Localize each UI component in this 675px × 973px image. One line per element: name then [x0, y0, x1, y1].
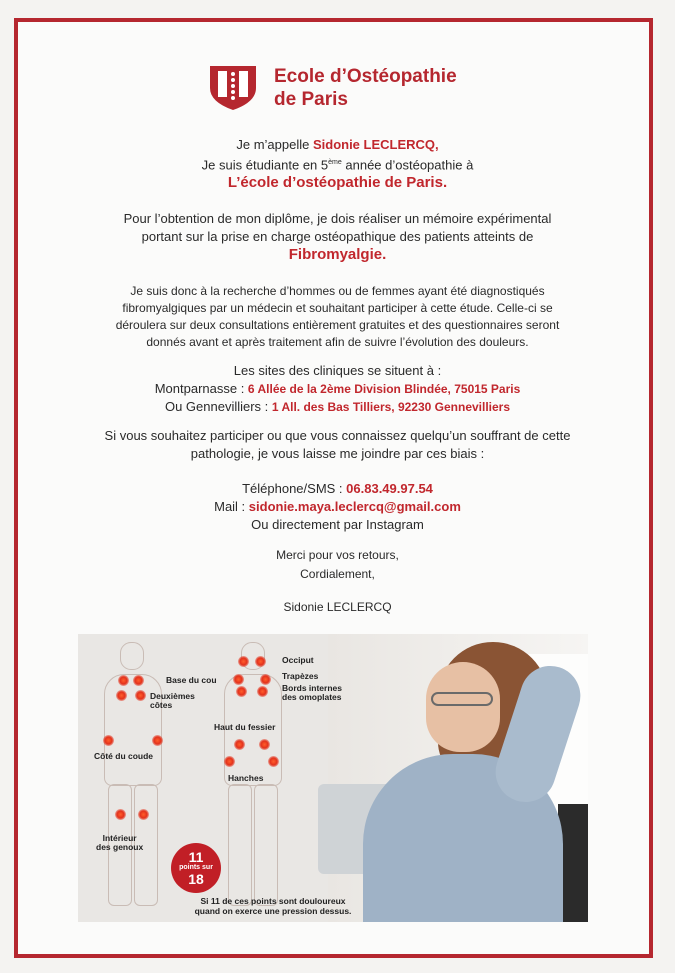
phone-row: [0, 480, 675, 498]
contact-intro-line: Si vous souhaitez participer ou que vous connaissez quelqu’un souffrant de cette: [104, 428, 571, 443]
tender-point: [234, 739, 245, 750]
site1-label: Montparnasse :: [154, 381, 248, 396]
figure-caption: Si 11 de ces points sont douloureux quand on exerce une pression dessus.: [194, 896, 352, 916]
study-topic: Fibromyalgie.: [288, 246, 387, 263]
tender-point: [135, 690, 146, 701]
tender-point: [260, 674, 271, 685]
logo-line-1: Ecole d’Ostéopathie: [274, 66, 457, 87]
mail-row: [0, 498, 675, 516]
label-cote-coude: Côté du coude: [94, 751, 154, 761]
site2-address: 1 All. des Bas Tilliers, 92230 Gennevilliers: [271, 400, 511, 414]
author-name: Sidonie LECLERCQ,: [312, 137, 439, 152]
school-name: L’école d’ostéopathie de Paris.: [227, 174, 448, 192]
tender-point: [233, 674, 244, 685]
woman-face: [426, 662, 500, 752]
contact-intro-line: pathologie, je vous laisse me joindre par ces biais :: [190, 446, 485, 461]
mail-address[interactable]: sidonie.maya.leclercq@gmail.com: [248, 499, 461, 514]
intro-year-a: Je suis étudiante en 5: [201, 157, 329, 173]
label-deuxiemes-cotes: Deuxièmes côtes: [150, 691, 195, 710]
label-occiput: Occiput: [282, 655, 314, 665]
spine-logo-icon: [208, 62, 258, 112]
badge-count: 11: [188, 849, 204, 865]
recherche-line: Je suis donc à la recherche d’hommes ou de femmes ayant été diagnostiqués: [130, 284, 545, 298]
label-interieur-genoux: Intérieur des genoux: [96, 833, 144, 852]
fibromyalgia-tender-points-illustration: [78, 634, 588, 922]
intro-prefix: Je m’appelle: [236, 137, 313, 152]
memoire-line-1: Pour l’obtention de mon diplôme, je dois réaliser un mémoire expérimental: [123, 211, 552, 226]
label-hanches: Hanches: [228, 773, 264, 783]
tender-point: [259, 739, 270, 750]
intro-line-1: [0, 136, 675, 154]
tender-point: [115, 809, 126, 820]
tender-point: [224, 756, 235, 767]
memoire-block: [0, 210, 675, 264]
sites-heading: Les sites des cliniques se situent à :: [233, 363, 442, 378]
badge-total: 18: [188, 871, 204, 887]
instagram-line: Ou directement par Instagram: [251, 517, 424, 532]
mail-label: Mail :: [214, 499, 249, 514]
tender-point: [133, 675, 144, 686]
contact-block: [0, 480, 675, 534]
logo-line-2: de Paris: [274, 89, 348, 110]
site2-label: Ou Gennevilliers :: [164, 399, 272, 414]
tender-point: [116, 690, 127, 701]
tender-point: [255, 656, 266, 667]
closing-block: [0, 546, 675, 584]
label-haut-fessier: Haut du fessier: [214, 722, 276, 732]
back-figure-leg: [254, 784, 278, 906]
intro-block: [0, 136, 675, 192]
signature-name: Sidonie LECLERCQ: [283, 600, 392, 614]
thanks-line: Merci pour vos retours,: [276, 548, 399, 562]
sites-block: [0, 362, 675, 416]
tender-points-count-badge: [171, 843, 221, 893]
phone-label: Téléphone/SMS :: [242, 481, 347, 496]
intro-line-2: [0, 154, 675, 174]
regards-line: Cordialement,: [300, 567, 375, 581]
front-figure-head: [120, 642, 144, 670]
recherche-line: déroulera sur deux consultations entièrement gratuites et des questionnaires seront: [115, 318, 560, 332]
recherche-line: fibromyalgiques par un médecin et souhaitant participer à cette étude. Celle-ci se: [122, 301, 553, 315]
label-base-cou: Base du cou: [166, 675, 217, 685]
signature: [0, 599, 675, 616]
tender-point: [257, 686, 268, 697]
school-logo: [208, 62, 508, 118]
site-gennevilliers: [0, 398, 675, 416]
tender-point: [238, 656, 249, 667]
recherche-block: [0, 283, 675, 351]
contact-intro: [0, 427, 675, 463]
tender-point: [152, 735, 163, 746]
site1-address: 6 Allée de la 2ème Division Blindée, 75015 Paris: [247, 382, 521, 396]
badge-text: points sur: [179, 864, 213, 871]
site-montparnasse: [0, 380, 675, 398]
tender-point: [103, 735, 114, 746]
phone-number[interactable]: 06.83.49.97.54: [346, 481, 433, 496]
glasses-icon: [431, 692, 493, 706]
memoire-line-2: portant sur la prise en charge ostéopathique des patients atteints de: [141, 229, 534, 244]
intro-year-b: année d’ostéopathie à: [341, 157, 474, 173]
tender-point: [268, 756, 279, 767]
label-bords-omoplates: Bords internes des omoplates: [282, 683, 342, 702]
recherche-line: donnés avant et après traitement afin de suivre l’évolution des douleurs.: [146, 335, 529, 349]
intro-year-sup: ème: [328, 159, 342, 166]
back-figure-leg: [228, 784, 252, 906]
tender-point: [138, 809, 149, 820]
tender-point: [236, 686, 247, 697]
label-trapezes: Trapèzes: [282, 671, 319, 681]
tender-point: [118, 675, 129, 686]
logo-wordmark: [274, 65, 457, 111]
